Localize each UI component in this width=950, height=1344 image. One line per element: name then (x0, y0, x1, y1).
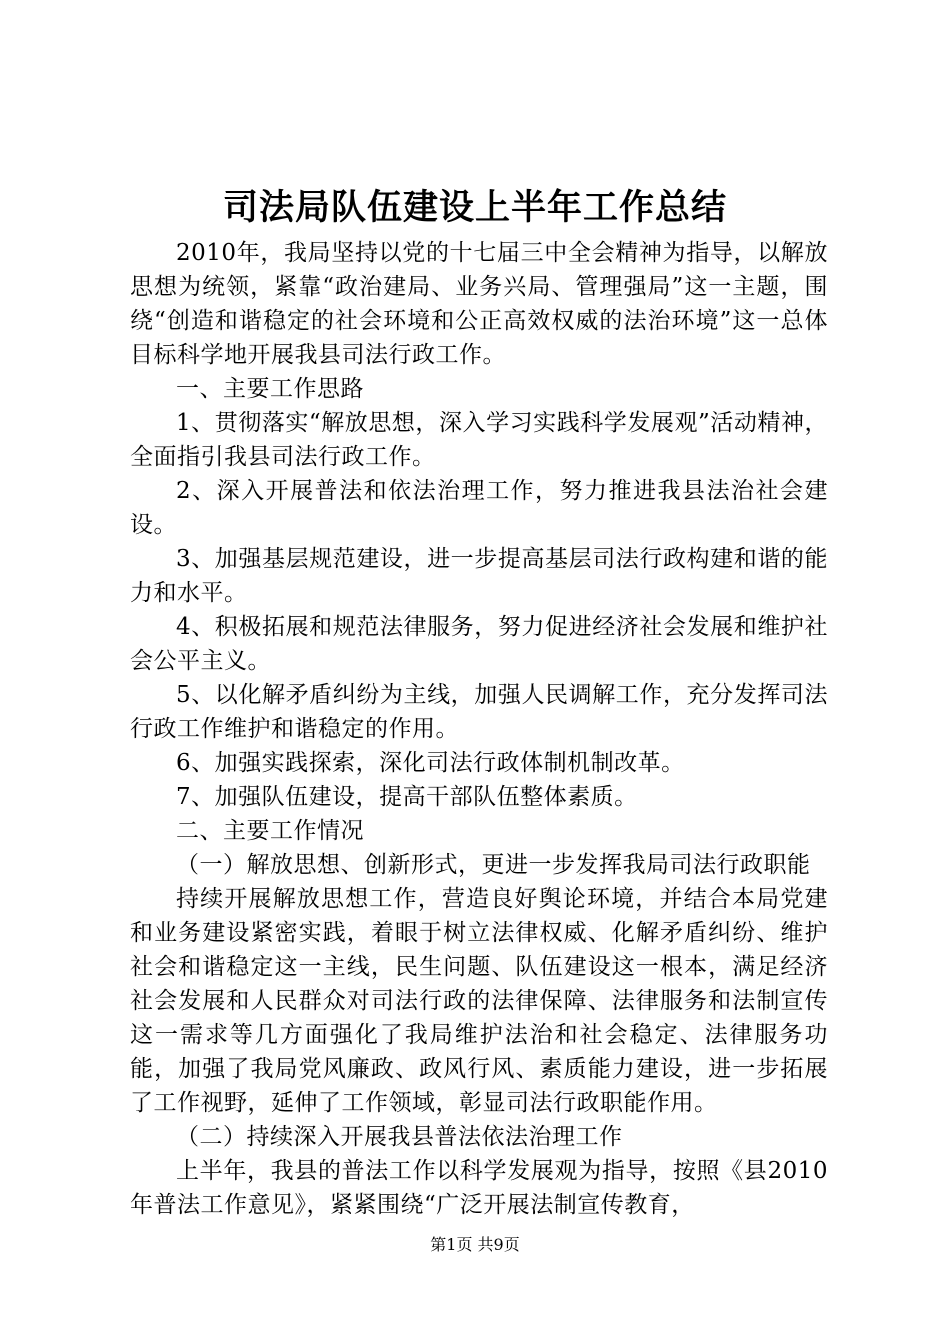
list-item-2: 2、深入开展普法和依法治理工作，努力推进我县法治社会建设。 (130, 478, 828, 538)
subheading-2: （二）持续深入开展我县普法依法治理工作 (176, 1124, 623, 1150)
list-item-3: 3、加强基层规范建设，进一步提高基层司法行政构建和谐的能力和水平。 (130, 546, 828, 606)
heading-section-2: 二、主要工作情况 (176, 818, 364, 844)
page-footer: 第1页 共9页 (430, 1235, 520, 1254)
document-body (130, 236, 828, 1222)
paragraph-intro: 2010年，我局坚持以党的十七届三中全会精神为指导，以解放思想为统领，紧靠“政治建局、业务兴局、管理强局”这一主题，围绕“创造和谐稳定的社会环境和公正高效权威的法治环境”这一总体目标科学地开展我县司法行政工作。 (130, 240, 828, 368)
list-item-6: 6、加强实践探索，深化司法行政体制机制改革。 (176, 750, 685, 776)
list-item-1: 1、贯彻落实“解放思想，深入学习实践科学发展观”活动精神，全面指引我县司法行政工作。 (130, 410, 828, 470)
list-item-5: 5、以化解矛盾纠纷为主线，加强人民调解工作，充分发挥司法行政工作维护和谐稳定的作用。 (130, 682, 828, 742)
subheading-1: （一）解放思想、创新形式，更进一步发挥我局司法行政职能 (176, 852, 811, 878)
list-item-7: 7、加强队伍建设，提高干部队伍整体素质。 (176, 784, 638, 810)
list-item-4: 4、积极拓展和规范法律服务，努力促进经济社会发展和维护社会公平主义。 (130, 614, 828, 674)
paragraph-body-1: 持续开展解放思想工作，营造良好舆论环境，并结合本局党建和业务建设紧密实践，着眼于树立法律权威、化解矛盾纠纷、维护社会和谐稳定这一主线，民生问题、队伍建设这一根本，满足经济社会发展和人民群众对司法行政的法律保障、法律服务和法制宣传这一需求等几方面强化了我局维护法治和社会稳定、法律服务功能，加强了我局党风廉政、政风行风、素质能力建设，进一步拓展了工作视野，延伸了工作领域，彰显司法行政职能作用。 (130, 886, 828, 1116)
document-title: 司法局队伍建设上半年工作总结 (222, 188, 727, 228)
paragraph-body-2: 上半年，我县的普法工作以科学发展观为指导，按照《县2010年普法工作意见》，紧紧围绕“广泛开展法制宣传教育， (130, 1158, 828, 1218)
heading-section-1: 一、主要工作思路 (176, 376, 364, 402)
